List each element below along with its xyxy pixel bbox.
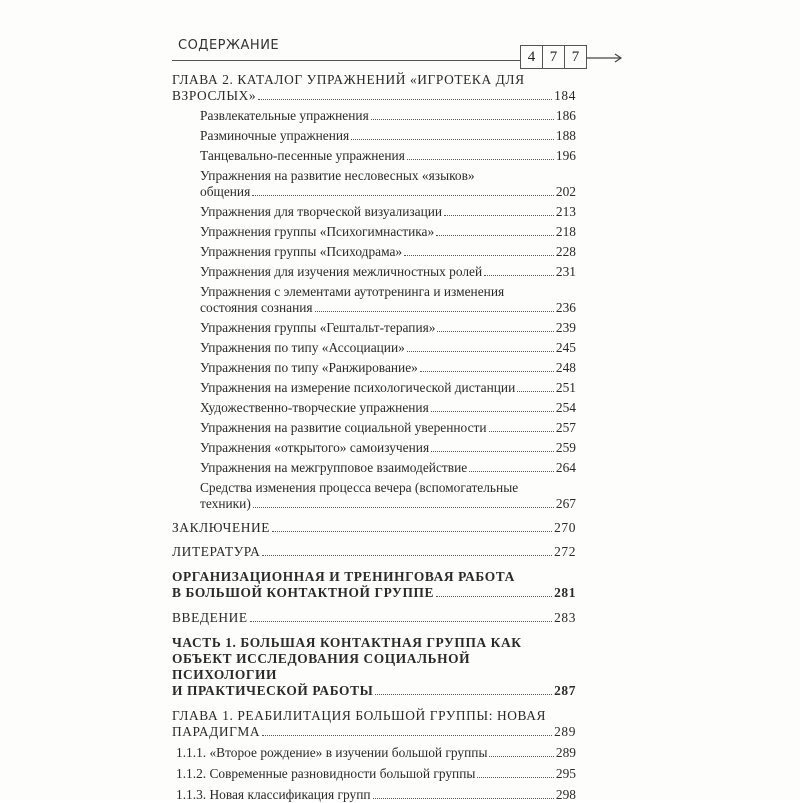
toc-entry-title: Упражнения группы «Гештальт-терапия» — [200, 320, 436, 335]
dot-leader — [407, 159, 554, 160]
toc-page-number: 289 — [555, 745, 576, 760]
toc-entry-line: ГЛАВА 2. КАТАЛОГ УПРАЖНЕНИЙ «ИГРОТЕКА ДЛЯ — [172, 72, 525, 87]
dot-leader — [253, 507, 554, 508]
toc-entry-title: Разминочные упражнения — [200, 128, 350, 143]
toc-page-number: 283 — [554, 610, 576, 625]
toc-page-number: 272 — [554, 544, 576, 559]
toc-page-number: 239 — [555, 320, 576, 335]
dot-leader — [431, 451, 554, 452]
toc-page-number: 218 — [555, 224, 576, 239]
toc-page-number: 236 — [555, 300, 576, 315]
toc-page-number: 270 — [554, 520, 576, 535]
toc-entry[interactable] — [172, 520, 576, 536]
toc-entry[interactable] — [172, 72, 576, 104]
toc-entry-title: В БОЛЬШОЙ КОНТАКТНОЙ ГРУППЕ — [172, 585, 435, 600]
toc-entry[interactable] — [172, 148, 576, 164]
dot-leader — [469, 471, 554, 472]
dot-leader — [489, 431, 554, 432]
toc-entry[interactable] — [172, 264, 576, 280]
toc-entry-line: ГЛАВА 1. РЕАБИЛИТАЦИЯ БОЛЬШОЙ ГРУППЫ: НОВАЯ — [172, 708, 547, 723]
dot-leader — [431, 411, 554, 412]
toc-entry-line: Упражнения с элементами аутотренинга и изменения — [200, 284, 505, 299]
page-number-digit: 7 — [564, 45, 587, 69]
toc-page-number: 295 — [555, 766, 576, 781]
toc-entry-line: Средства изменения процесса вечера (вспомогательные — [200, 480, 519, 495]
toc-entry[interactable] — [172, 284, 576, 316]
page-number-digit: 7 — [542, 45, 565, 69]
toc-entry-title: Упражнения группы «Психогимнастика» — [200, 224, 435, 239]
dot-leader — [262, 735, 552, 736]
toc-entry[interactable] — [172, 204, 576, 220]
dot-leader — [351, 139, 554, 140]
toc-entry-title: И ПРАКТИЧЕСКОЙ РАБОТЫ — [172, 683, 374, 698]
toc-entry-title: Упражнения на развитие социальной уверенности — [200, 420, 487, 435]
toc-entry[interactable] — [172, 380, 576, 396]
toc-entry[interactable] — [172, 480, 576, 512]
toc-entry[interactable] — [172, 440, 576, 456]
toc-entry-title: ВЗРОСЛЫХ» — [172, 88, 257, 103]
dot-leader — [315, 311, 554, 312]
toc-entry-title: ВВЕДЕНИЕ — [172, 610, 248, 625]
dot-leader — [250, 621, 552, 622]
toc-page-number: 259 — [555, 440, 576, 455]
toc-entry[interactable] — [172, 610, 576, 626]
toc-entry-title: Упражнения «открытого» самоизучения — [200, 440, 430, 455]
dot-leader — [420, 371, 554, 372]
toc-entry[interactable] — [172, 460, 576, 476]
toc-page-number: 196 — [555, 148, 576, 163]
toc-page-number: 267 — [555, 496, 576, 511]
toc-entry[interactable] — [172, 635, 576, 699]
toc-entry-line: Упражнения на развитие несловесных «языков» — [200, 168, 475, 183]
toc-page-number: 184 — [554, 88, 576, 103]
dot-leader — [436, 596, 552, 597]
dot-leader — [437, 331, 553, 332]
page-number-digit: 4 — [520, 45, 543, 69]
toc-entry-title: Упражнения для творческой визуализации — [200, 204, 443, 219]
dot-leader — [489, 756, 553, 757]
running-header: СОДЕРЖАНИЕ — [178, 38, 280, 53]
dot-leader — [477, 777, 554, 778]
toc-entry-title: Танцевально-песенные упражнения — [200, 148, 405, 163]
toc-entry-title: ЛИТЕРАТУРА — [172, 544, 261, 559]
toc-page-number: 245 — [555, 340, 576, 355]
toc-page-number: 188 — [555, 128, 576, 143]
dot-leader — [371, 119, 554, 120]
toc-entry-title: Упражнения на измерение психологической дистанции — [200, 380, 516, 395]
dot-leader — [262, 555, 552, 556]
toc-entry-title: Упражнения по типу «Ассоциации» — [200, 340, 405, 355]
dot-leader — [375, 694, 552, 695]
toc-page-number: 213 — [555, 204, 576, 219]
toc-page-number: 202 — [555, 184, 576, 199]
dot-leader — [444, 215, 554, 216]
toc-entry[interactable] — [172, 244, 576, 260]
toc-entry[interactable] — [172, 544, 576, 560]
toc-entry-title: 1.1.2. Современные разновидности большой группы — [176, 766, 476, 781]
toc-page-number: 289 — [554, 724, 576, 739]
toc-entry[interactable] — [172, 320, 576, 336]
toc-entry[interactable] — [172, 400, 576, 416]
toc-entry[interactable] — [172, 340, 576, 356]
toc-entry[interactable] — [172, 708, 576, 740]
header-rule — [172, 60, 520, 61]
toc-page-number: 264 — [555, 460, 576, 475]
toc-entry-line: ЧАСТЬ 1. БОЛЬШАЯ КОНТАКТНАЯ ГРУППА КАК — [172, 635, 522, 650]
toc-page-number: 231 — [555, 264, 576, 279]
toc-entry-title: Упражнения группы «Психодрама» — [200, 244, 403, 259]
toc-entry-title: Художественно-творческие упражнения — [200, 400, 429, 415]
toc-page-number: 298 — [555, 787, 576, 802]
toc-entry-title: общения — [200, 184, 251, 199]
dot-leader — [272, 531, 552, 532]
toc-page-number: 287 — [554, 683, 576, 698]
toc-entry-title: 1.1.1. «Второе рождение» в изучении большой группы — [176, 745, 488, 760]
table-of-contents — [172, 72, 576, 803]
toc-entry[interactable] — [172, 745, 576, 761]
toc-page-number: 228 — [555, 244, 576, 259]
toc-entry-title: Упражнения на межгрупповое взаимодействие — [200, 460, 468, 475]
page-number-box — [520, 45, 587, 69]
dot-leader — [436, 235, 554, 236]
dot-leader — [373, 798, 554, 799]
toc-entry[interactable] — [172, 168, 576, 200]
toc-page-number: 281 — [554, 585, 576, 600]
toc-entry[interactable] — [172, 766, 576, 782]
toc-entry[interactable] — [172, 569, 576, 601]
toc-page-number: 186 — [555, 108, 576, 123]
toc-entry-title: техники) — [200, 496, 251, 511]
toc-entry[interactable] — [172, 420, 576, 436]
arrow-right-icon — [584, 51, 624, 65]
dot-leader — [484, 275, 554, 276]
toc-entry-title: Развлекательные упражнения — [200, 108, 369, 123]
toc-entry[interactable] — [172, 787, 576, 803]
dot-leader — [407, 351, 554, 352]
dot-leader — [252, 195, 554, 196]
dot-leader — [404, 255, 554, 256]
toc-entry[interactable] — [172, 108, 576, 124]
dot-leader — [258, 99, 552, 100]
toc-entry-title: Упражнения по типу «Ранжирование» — [200, 360, 418, 375]
toc-entry-line: ОРГАНИЗАЦИОННАЯ И ТРЕНИНГОВАЯ РАБОТА — [172, 569, 515, 584]
toc-entry-title: 1.1.3. Новая классификация групп — [176, 787, 371, 802]
toc-entry-title: ЗАКЛЮЧЕНИЕ — [172, 520, 271, 535]
toc-entry-title: состояния сознания — [200, 300, 313, 315]
toc-page-number: 254 — [555, 400, 576, 415]
toc-entry[interactable] — [172, 128, 576, 144]
dot-leader — [517, 391, 554, 392]
toc-page-number: 251 — [555, 380, 576, 395]
toc-entry-title: Упражнения для изучения межличностных ролей — [200, 264, 483, 279]
toc-entry-title: ПАРАДИГМА — [172, 724, 261, 739]
toc-page-number: 248 — [555, 360, 576, 375]
toc-page-number: 257 — [555, 420, 576, 435]
toc-entry[interactable] — [172, 224, 576, 240]
toc-entry[interactable] — [172, 360, 576, 376]
toc-entry-line: ОБЪЕКТ ИССЛЕДОВАНИЯ СОЦИАЛЬНОЙ ПСИХОЛОГИИ — [172, 651, 471, 682]
